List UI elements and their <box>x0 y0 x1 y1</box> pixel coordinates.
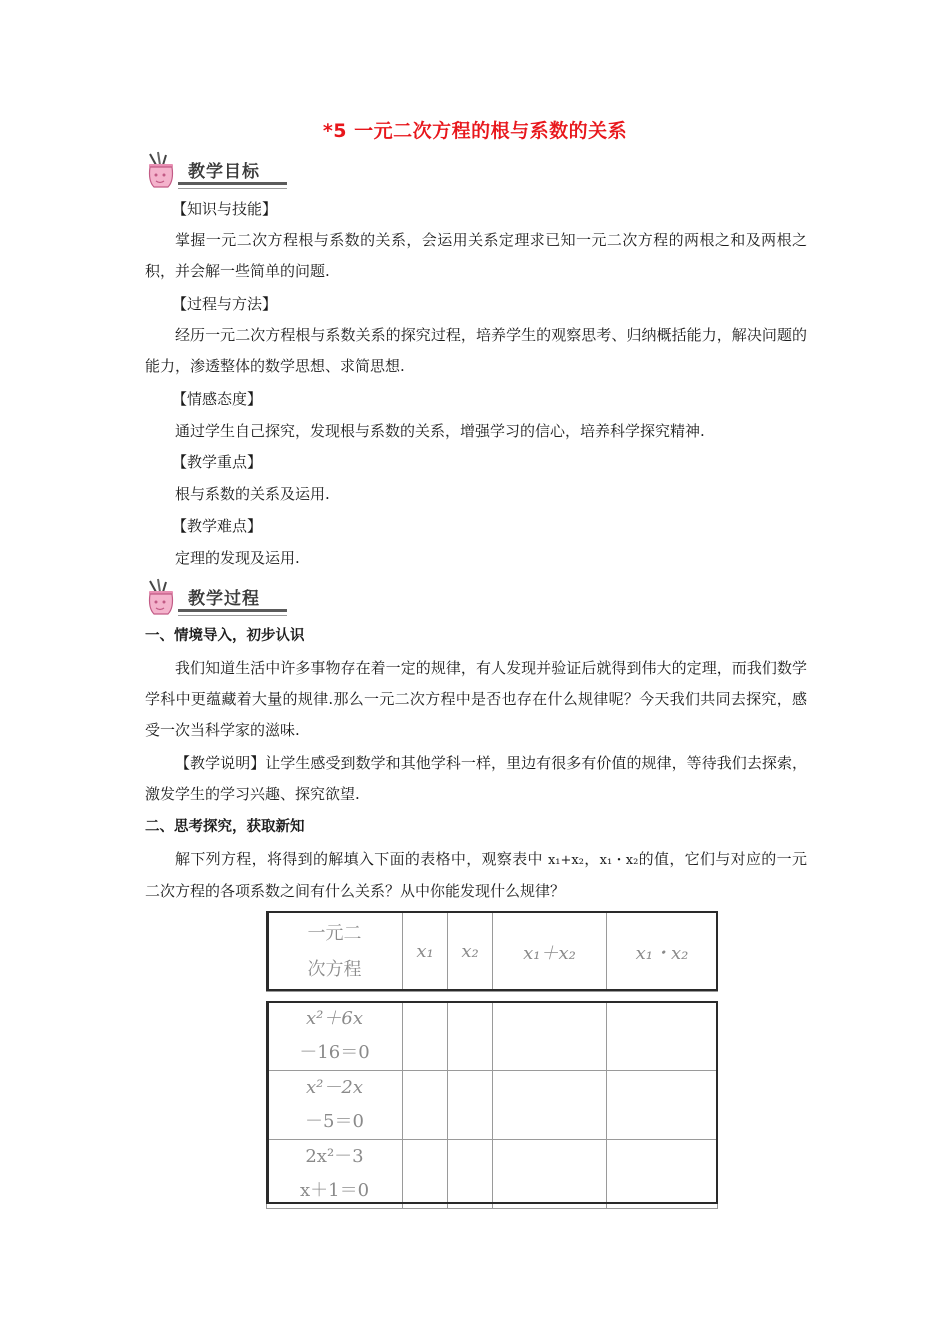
x2-cell[interactable] <box>448 1071 493 1140</box>
header-sum: x₁＋x₂ <box>493 912 607 992</box>
equation-line1: x²＋6x <box>306 1008 363 1029</box>
section2-sep: ， <box>583 850 600 868</box>
header-equation-line2: 次方程 <box>307 958 362 980</box>
equation-cell <box>267 1140 403 1209</box>
badge-underline-thin <box>178 615 287 616</box>
section2-prod: x₁・x₂ <box>599 853 639 868</box>
key-label: 【教学重点】 <box>172 453 263 471</box>
process-badge-label: 教学过程 <box>188 589 260 609</box>
objectives-badge <box>142 151 287 191</box>
x1-cell[interactable] <box>403 1002 448 1071</box>
method-label: 【过程与方法】 <box>172 295 278 313</box>
pencil-cup-icon <box>142 578 184 618</box>
header-equation-line1: 一元二 <box>307 922 362 944</box>
badge-underline <box>178 182 287 185</box>
section1-title: 一、情境导入，初步认识 <box>145 628 305 644</box>
equation-line1: x²－2x <box>306 1077 363 1098</box>
equation-cell <box>267 1002 403 1071</box>
section1-note: 【教学说明】让学生感受到数学和其他学科一样，里边有很多有价值的规律，等待我们去探索，激发学生的学习兴趣、探究欲望. <box>145 754 807 803</box>
table-row <box>267 1002 718 1071</box>
product-cell[interactable] <box>607 1071 718 1140</box>
difficulty-text: 定理的发现及运用. <box>175 549 300 567</box>
header-product: x₁・x₂ <box>607 912 718 992</box>
header-equation <box>267 912 403 992</box>
sum-cell[interactable] <box>493 1071 607 1140</box>
pencil-cup-icon <box>142 151 184 191</box>
table-body <box>266 1001 718 1209</box>
section2-title: 二、思考探究，获取新知 <box>145 819 305 835</box>
equation-line2: －5＝0 <box>305 1111 364 1132</box>
badge-underline <box>178 609 287 612</box>
product-cell[interactable] <box>607 1140 718 1209</box>
section2-text <box>145 844 807 907</box>
x2-cell[interactable] <box>448 1002 493 1071</box>
x1-cell[interactable] <box>403 1140 448 1209</box>
knowledge-label: 【知识与技能】 <box>172 200 278 218</box>
equation-cell <box>267 1071 403 1140</box>
badge-underline-thin <box>178 188 287 189</box>
x1-cell[interactable] <box>403 1071 448 1140</box>
page-title: *5 一元二次方程的根与系数的关系 <box>322 120 628 142</box>
equation-line2: －16＝0 <box>299 1042 370 1063</box>
x2-cell[interactable] <box>448 1140 493 1209</box>
emotion-label: 【情感态度】 <box>172 390 263 408</box>
sum-cell[interactable] <box>493 1140 607 1209</box>
section2-sum: x₁+x₂ <box>547 853 584 868</box>
knowledge-text: 掌握一元二次方程根与系数的关系，会运用关系定理求已知一元二次方程的两根之和及两根之积，并会解一些简单的问题. <box>145 231 807 280</box>
process-badge <box>142 578 287 618</box>
section2-text-a: 解下列方程，将得到的解填入下面的表格中，观察表中 <box>175 850 548 868</box>
table-row <box>267 1140 718 1209</box>
equation-line1: 2x²－3 <box>305 1146 364 1167</box>
emotion-text: 通过学生自己探究，发现根与系数的关系，增强学习的信心，培养科学探究精神. <box>175 422 705 440</box>
method-text: 经历一元二次方程根与系数关系的探究过程，培养学生的观察思考、归纳概括能力，解决问题的能力，渗透整体的数学思想、求简思想. <box>145 326 807 375</box>
table-header <box>266 911 718 992</box>
sum-cell[interactable] <box>493 1002 607 1071</box>
section2-text-b: 的值，它们与对应的一元二次方程的各项系数之间有什么关系？从中你能发现什么规律？ <box>145 850 807 900</box>
header-x2: x₂ <box>448 912 493 992</box>
section1-text: 我们知道生活中许多事物存在着一定的规律，有人发现并验证后就得到伟大的定理，而我们数学学科中更蕴藏着大量的规律.那么一元二次方程中是否也存在什么规律呢？今天我们共同去探究，感受一次当科学家的滋味. <box>145 659 807 739</box>
difficulty-label: 【教学难点】 <box>172 517 263 535</box>
objectives-badge-label: 教学目标 <box>188 162 260 182</box>
table-row <box>267 1071 718 1140</box>
key-text: 根与系数的关系及运用. <box>175 485 330 503</box>
equation-line2: x＋1＝0 <box>299 1180 370 1201</box>
product-cell[interactable] <box>607 1002 718 1071</box>
header-x1: x₁ <box>403 912 448 992</box>
